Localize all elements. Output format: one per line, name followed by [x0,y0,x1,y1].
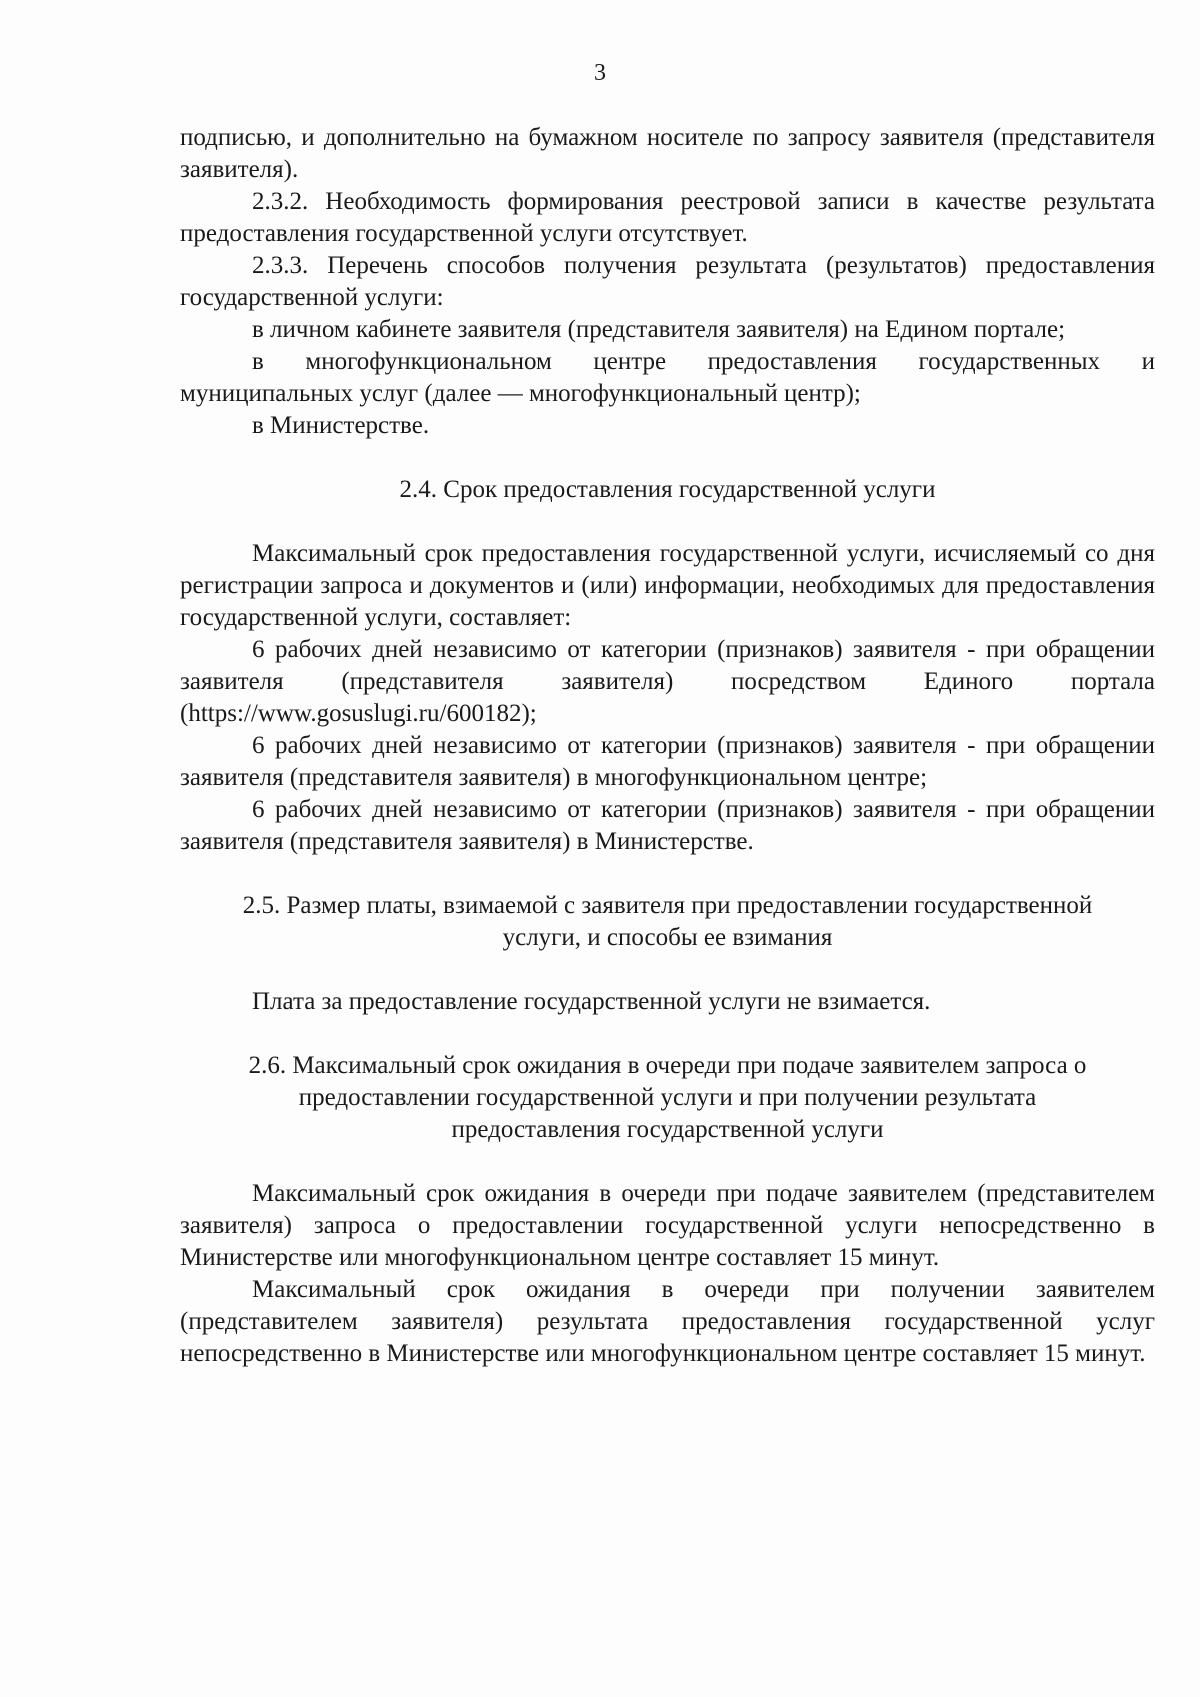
section-2-4-paragraph-portal: 6 рабочих дней независимо от категории (признаков) заявителя - при обращении заявителя (представителя заявителя) посредством Единого портала (https://www.gosuslugi.ru/600182); [180,636,1155,727]
section-2-4-heading: 2.4. Срок предоставления государственной услуги [399,476,936,503]
section-2-6-heading [180,1050,1155,1146]
section-2-4-paragraph-ministry: 6 рабочих дней независимо от категории (признаков) заявителя - при обращении заявителя (представителя заявителя) в Министерстве. [180,796,1155,855]
section-2-4-paragraph-mfc: 6 рабочих дней независимо от категории (признаков) заявителя - при обращении заявителя (представителя заявителя) в многофункциональном центре; [180,732,1155,791]
paragraph-continuation: подписью, и дополнительно на бумажном носителе по запросу заявителя (представителя заявителя). [180,124,1155,183]
paragraph-method-mfc: в многофункциональном центре предоставления государственных и муниципальных услуг (далее — многофункциональный центр); [180,348,1155,407]
page-number: 3 [594,60,606,86]
paragraph-method-portal: в личном кабинете заявителя (представителя заявителя) на Едином портале; [252,316,1066,343]
paragraph-2-3-2: 2.3.2. Необходимость формирования реестровой записи в качестве результата предоставления государственной услуги отсутствует. [180,188,1155,247]
section-2-6-heading-line-2: предоставлении государственной услуги и при получении результата [298,1084,1037,1111]
section-2-6-heading-line-3: предоставления государственной услуги [451,1116,884,1143]
paragraph-2-3-3: 2.3.3. Перечень способов получения результата (результатов) предоставления государственной услуги: [180,252,1155,311]
section-2-5-paragraph: Плата за предоставление государственной услуги не взимается. [252,988,931,1015]
section-2-6-paragraph-result: Максимальный срок ожидания в очереди при получении заявителем (представителем заявителя) результата предоставления государственной услуг непосредственно в Министерстве или многофункциональном центре составляет 15 минут. [180,1276,1155,1367]
section-2-6-paragraph-submission: Максимальный срок ожидания в очереди при подаче заявителем (представителем заявителя) запроса о предоставлении государственной услуги непосредственно в Министерстве или многофункциональном центре составляет 15 минут. [180,1180,1155,1271]
paragraph-method-ministry: в Министерстве. [252,412,430,439]
section-2-4-paragraph-intro: Максимальный срок предоставления государственной услуги, исчисляемый со дня регистрации запроса и документов и (или) информации, необходимых для предоставления государственной услуги, составляет: [180,540,1155,631]
section-2-5-heading-line-1: 2.5. Размер платы, взимаемой с заявителя при предоставлении государственной [242,892,1093,919]
section-2-5-heading [180,890,1155,954]
document-body [180,122,1155,1370]
section-2-5-heading-line-2: услуги, и способы ее взимания [502,924,833,951]
section-2-6-heading-line-1: 2.6. Максимальный срок ожидания в очереди при подаче заявителем запроса о [248,1052,1087,1079]
